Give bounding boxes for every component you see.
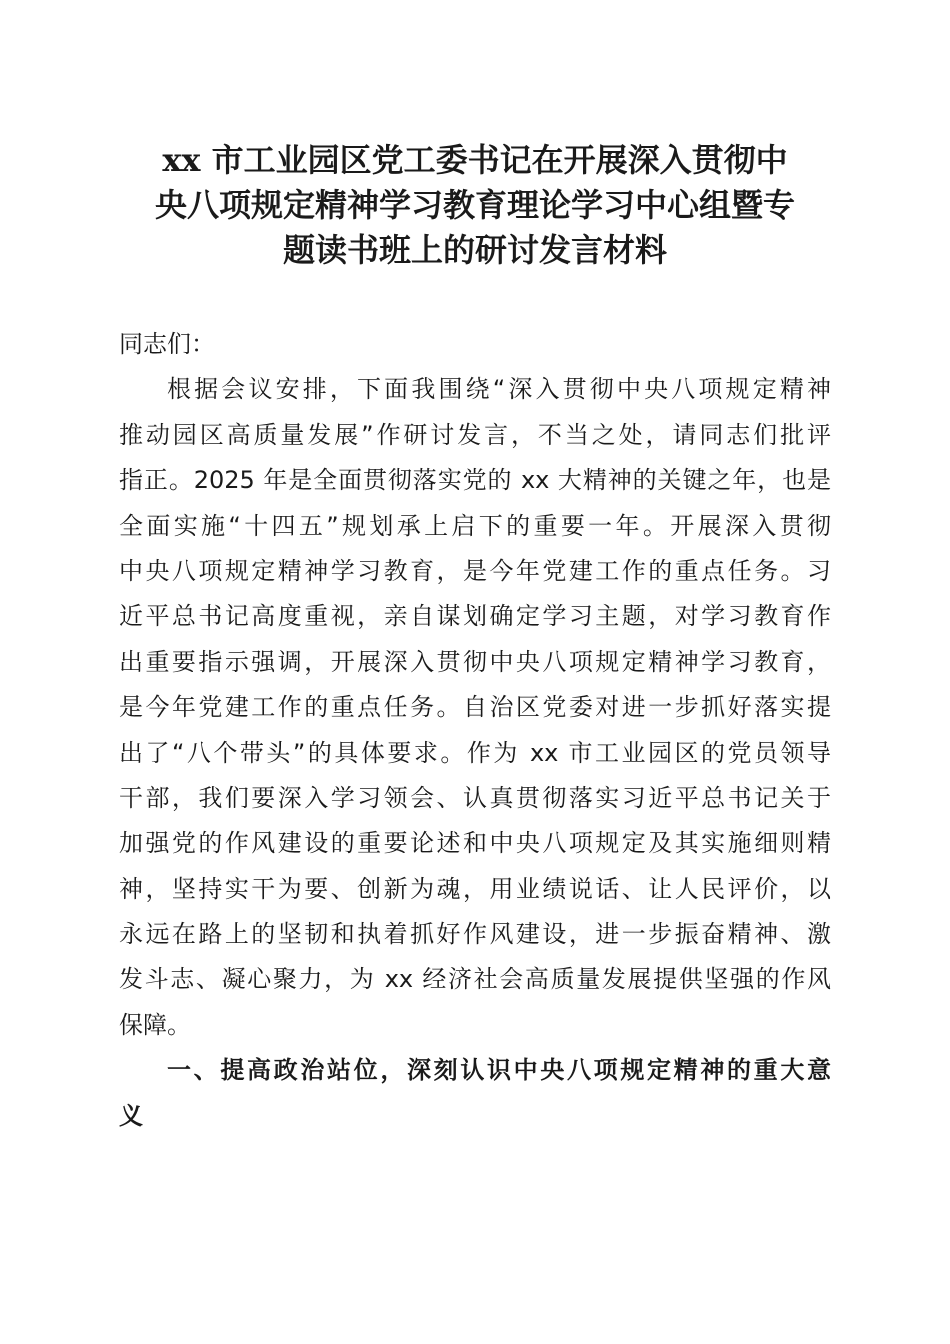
- section-heading-line: 一、提高政治站位，深刻认识中央八项规定精神的重大意: [167, 1056, 831, 1085]
- document-body: [119, 322, 831, 1139]
- paragraph-line: 中央八项规定精神学习教育，是今年党建工作的重点任务。习: [119, 556, 831, 585]
- paragraph-line: 加强党的作风建设的重要论述和中央八项规定及其实施细则精: [119, 829, 831, 858]
- paragraph-line: 指正。2025 年是全面贯彻落实党的 xx 大精神的关键之年，也是: [119, 466, 831, 495]
- paragraph-line: 推动园区高质量发展”作研讨发言，不当之处，请同志们批评: [119, 420, 831, 449]
- paragraph-line: 神，坚持实干为要、创新为魂，用业绩说话、让人民评价，以: [119, 874, 831, 903]
- title-line-1: xx 市工业园区党工委书记在开展深入贯彻中: [162, 141, 788, 179]
- paragraph-line: 保障。: [119, 1010, 191, 1039]
- paragraph-line: 出重要指示强调，开展深入贯彻中央八项规定精神学习教育，: [119, 647, 831, 676]
- salutation: 同志们：: [119, 330, 215, 358]
- paragraph-line: 干部，我们要深入学习领会、认真贯彻落实习近平总书记关于: [119, 783, 831, 812]
- title-line-2: 央八项规定精神学习教育理论学习中心组暨专: [154, 186, 795, 224]
- paragraph-line: 近平总书记高度重视，亲自谋划确定学习主题，对学习教育作: [119, 602, 831, 631]
- paragraph-line: 发斗志、凝心聚力，为 xx 经济社会高质量发展提供坚强的作风: [119, 965, 831, 994]
- section-heading: [119, 1048, 831, 1139]
- paragraph-line: 是今年党建工作的重点任务。自治区党委对进一步抓好落实提: [119, 693, 831, 722]
- paragraph-line: 全面实施“十四五”规划承上启下的重要一年。开展深入贯彻: [119, 511, 831, 540]
- document-title: [110, 138, 840, 273]
- title-line-3: 题读书班上的研讨发言材料: [282, 231, 667, 269]
- paragraph-line: 根据会议安排，下面我围绕“深入贯彻中央八项规定精神: [167, 375, 831, 404]
- section-heading-line: 义: [119, 1101, 143, 1130]
- intro-paragraph: [119, 367, 831, 1048]
- paragraph-line: 永远在路上的坚韧和执着抓好作风建设，进一步振奋精神、激: [119, 920, 831, 949]
- paragraph-line: 出了“八个带头”的具体要求。作为 xx 市工业园区的党员领导: [119, 738, 831, 767]
